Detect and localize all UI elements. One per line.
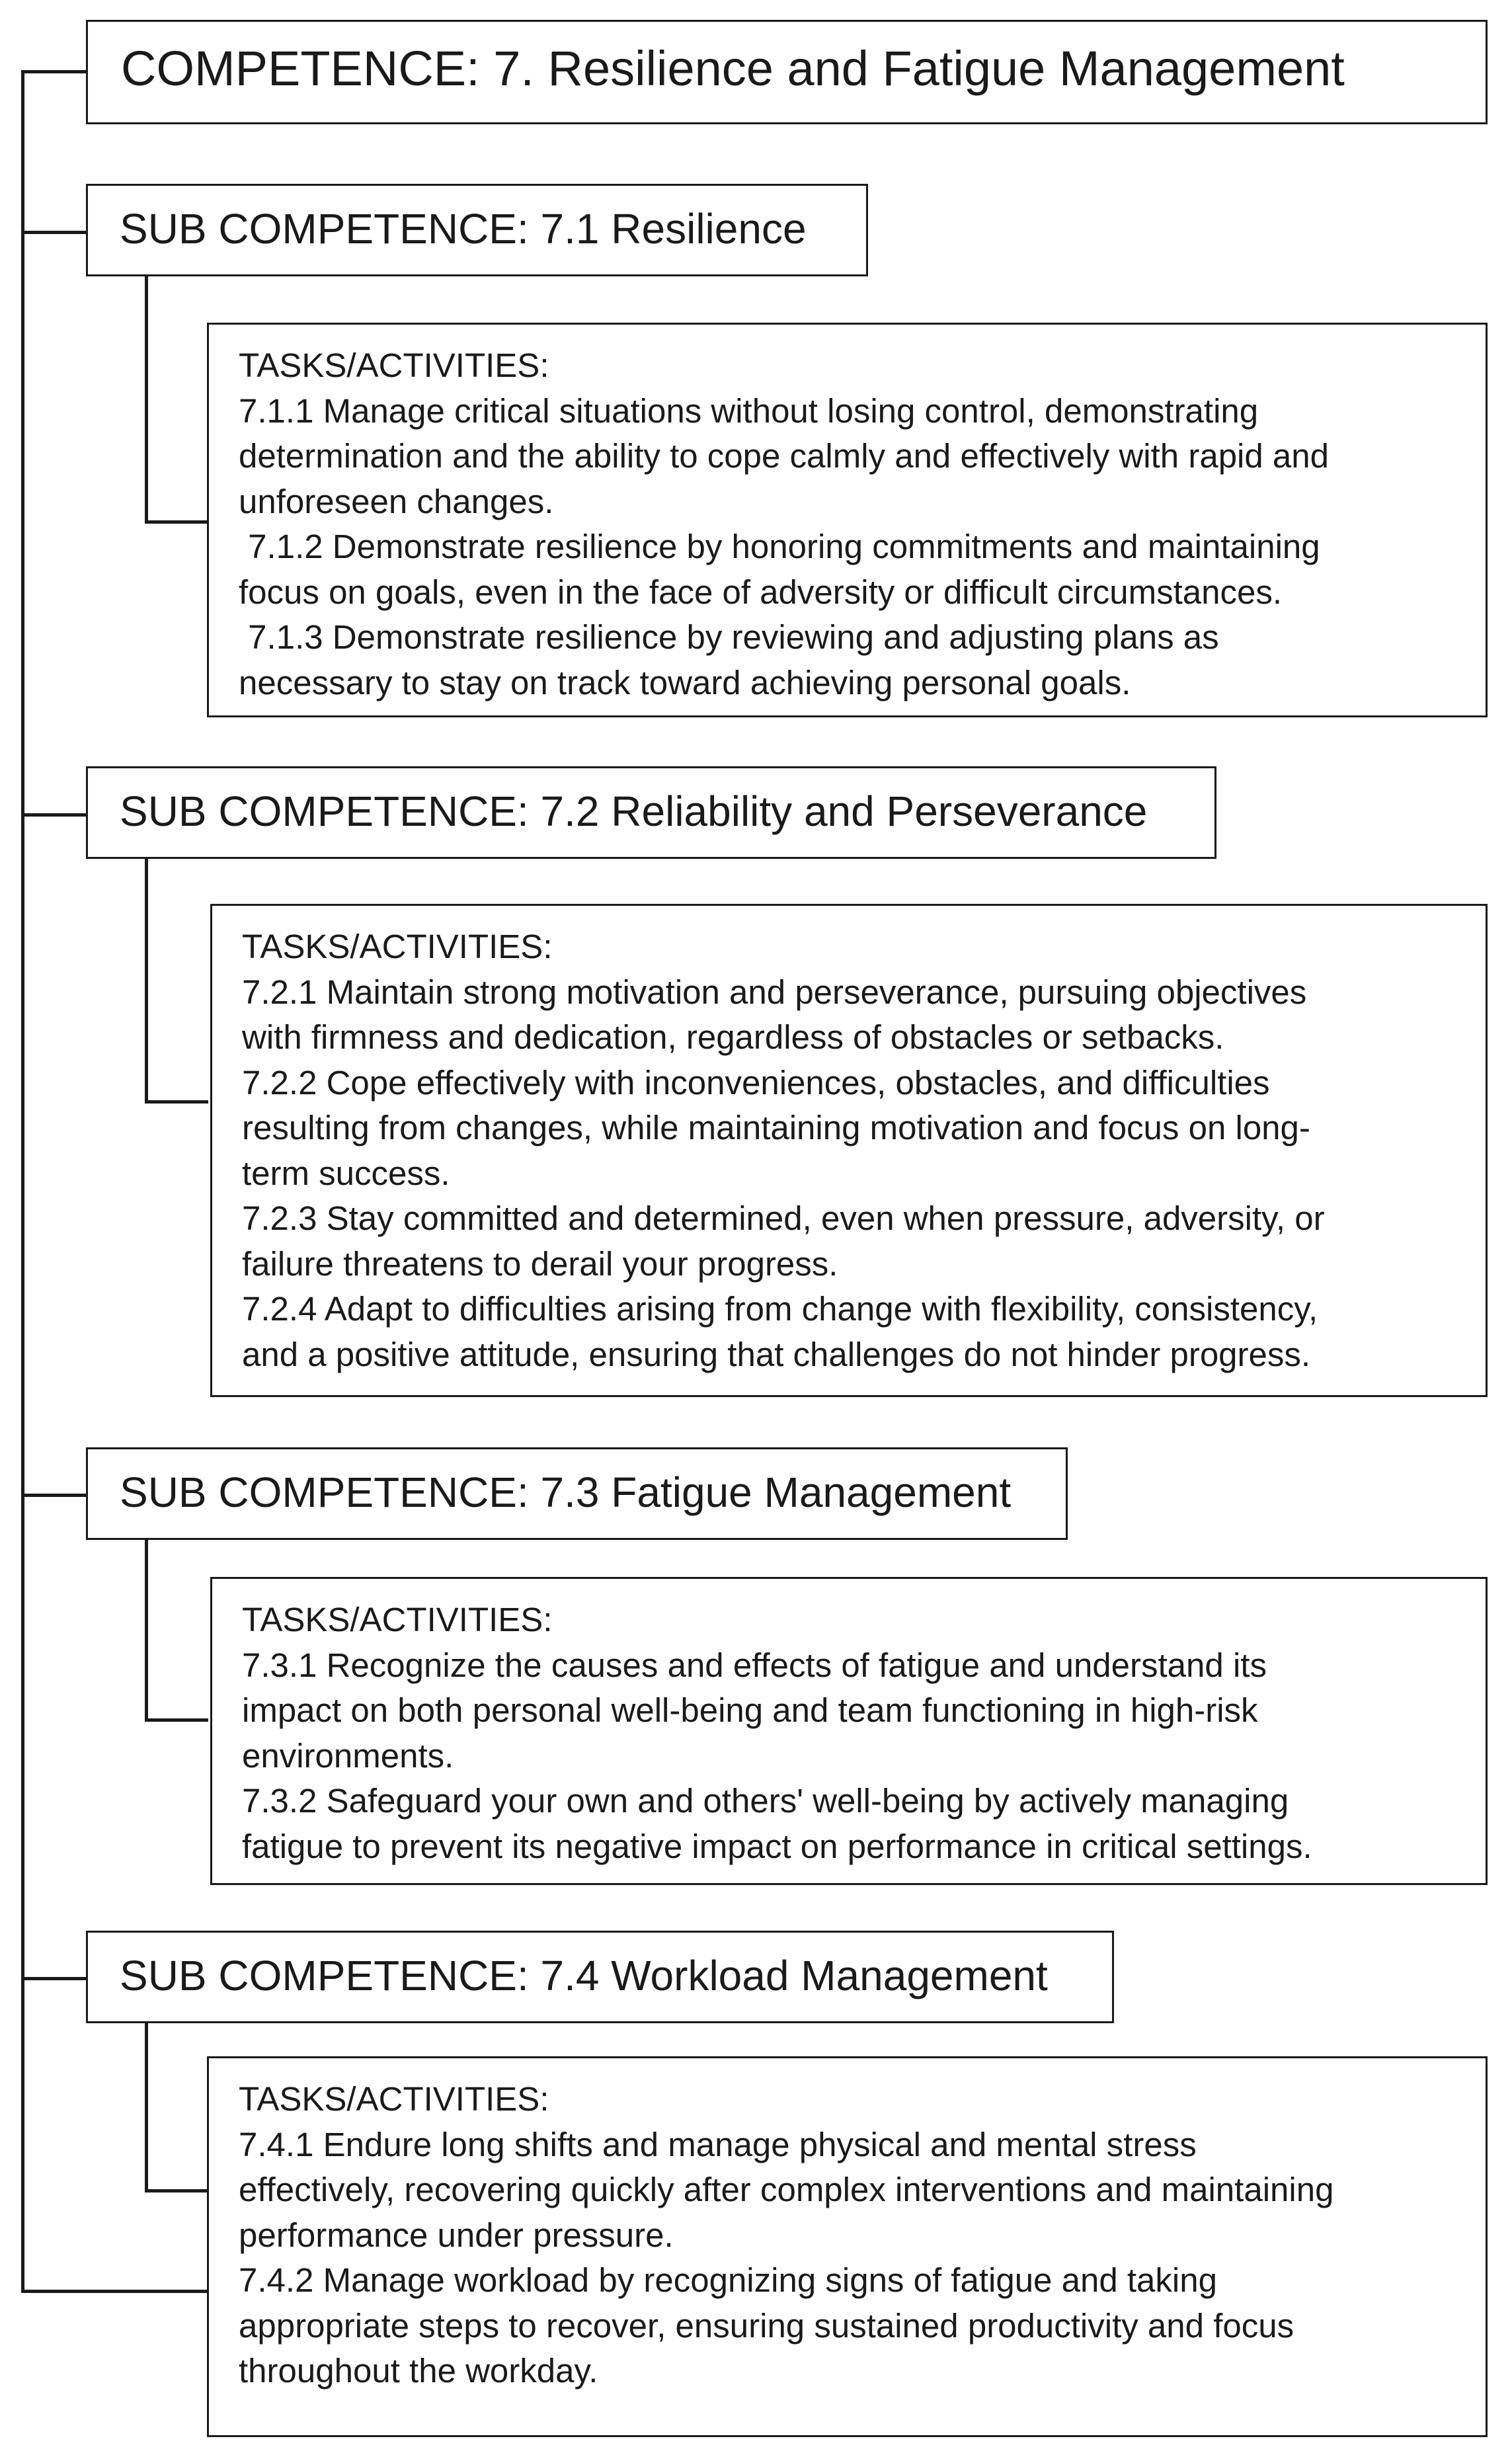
task-line: failure threatens to derail your progress.: [242, 1244, 838, 1283]
sub-competence-7-2-title: SUB COMPETENCE: 7.2 Reliability and Perseverance: [120, 787, 1148, 835]
sub-competence-7-3-box: [86, 1447, 1068, 1540]
tasks-7-2-box: [210, 904, 1488, 1397]
connector-competence: [21, 70, 87, 73]
tasks-header: TASKS/ACTIVITIES:: [242, 928, 553, 965]
task-line: 7.3.2 Safeguard your own and others' well-being by actively managing: [242, 1782, 1289, 1820]
main-spine-line: [21, 70, 24, 2293]
task-line: necessary to stay on track toward achieving personal goals.: [239, 663, 1131, 702]
branch-vertical-7-2: [145, 852, 148, 1104]
task-line: term success.: [242, 1154, 450, 1192]
task-line: impact on both personal well-being and team functioning in high-risk: [242, 1691, 1258, 1729]
task-line: 7.4.1 Endure long shifts and manage physical and mental stress: [239, 2125, 1197, 2163]
task-line: appropriate steps to recover, ensuring sustained productivity and focus: [239, 2306, 1294, 2345]
task-line: 7.2.3 Stay committed and determined, even when pressure, adversity, or: [242, 1199, 1325, 1237]
branch-horizontal-7-3: [145, 1718, 208, 1722]
branch-horizontal-7-4: [145, 2189, 208, 2192]
task-line: focus on goals, even in the face of adversity or difficult circumstances.: [239, 573, 1283, 611]
task-line: and a positive attitude, ensuring that challenges do not hinder progress.: [242, 1335, 1311, 1373]
task-line: fatigue to prevent its negative impact on performance in critical settings.: [242, 1827, 1312, 1865]
connector-bottom-7-4: [21, 2290, 208, 2293]
tasks-header: TASKS/ACTIVITIES:: [242, 1601, 553, 1638]
task-line: 7.3.1 Recognize the causes and effects of fatigue and understand its: [242, 1646, 1267, 1684]
branch-horizontal-7-1: [145, 520, 208, 524]
connector-sub-7-4: [21, 1977, 87, 1980]
task-line: 7.1.2 Demonstrate resilience by honoring commitments and maintaining: [239, 528, 1320, 565]
sub-competence-7-1-title: SUB COMPETENCE: 7.1 Resilience: [120, 205, 807, 253]
branch-vertical-7-4: [145, 2016, 148, 2192]
task-line: 7.4.2 Manage workload by recognizing signs of fatigue and taking: [239, 2261, 1217, 2299]
connector-sub-7-1: [21, 231, 87, 234]
tasks-header: TASKS/ACTIVITIES:: [239, 346, 549, 384]
tasks-7-4-box: [207, 2056, 1488, 2437]
task-line: environments.: [242, 1736, 454, 1775]
tasks-header: TASKS/ACTIVITIES:: [239, 2080, 549, 2118]
task-line: 7.2.2 Cope effectively with inconveniences, obstacles, and difficulties: [242, 1063, 1270, 1102]
task-line: throughout the workday.: [239, 2352, 598, 2390]
sub-competence-7-4-title: SUB COMPETENCE: 7.4 Workload Management: [120, 1952, 1048, 1999]
branch-vertical-7-3: [145, 1533, 148, 1722]
tasks-7-1-box: [207, 323, 1488, 717]
task-line: 7.1.3 Demonstrate resilience by reviewing and adjusting plans as: [239, 618, 1219, 656]
task-line: resulting from changes, while maintaining motivation and focus on long-: [242, 1109, 1310, 1146]
task-line: effectively, recovering quickly after complex interventions and maintaining: [239, 2171, 1334, 2208]
sub-competence-7-3-title: SUB COMPETENCE: 7.3 Fatigue Management: [120, 1468, 1012, 1516]
branch-horizontal-7-2: [145, 1100, 208, 1104]
tasks-7-3-box: [210, 1577, 1488, 1885]
task-line: 7.2.4 Adapt to difficulties arising from change with flexibility, consistency,: [242, 1290, 1318, 1328]
connector-sub-7-2: [21, 813, 87, 817]
connector-sub-7-3: [21, 1494, 87, 1497]
competence-title: COMPETENCE: 7. Resilience and Fatigue Management: [121, 41, 1345, 96]
task-line: with firmness and dedication, regardless of obstacles or setbacks.: [242, 1018, 1224, 1056]
task-line: unforeseen changes.: [239, 482, 554, 520]
branch-vertical-7-1: [145, 274, 148, 524]
task-line: performance under pressure.: [239, 2216, 674, 2254]
sub-competence-7-2-box: [86, 766, 1216, 859]
task-line: 7.2.1 Maintain strong motivation and perseverance, pursuing objectives: [242, 973, 1307, 1011]
task-line: 7.1.1 Manage critical situations without losing control, demonstrating: [239, 391, 1259, 430]
sub-competence-7-1-box: [86, 184, 868, 276]
sub-competence-7-4-box: [86, 1931, 1114, 2023]
task-line: determination and the ability to cope calmly and effectively with rapid and: [239, 437, 1330, 475]
competence-title-box: [86, 20, 1488, 124]
